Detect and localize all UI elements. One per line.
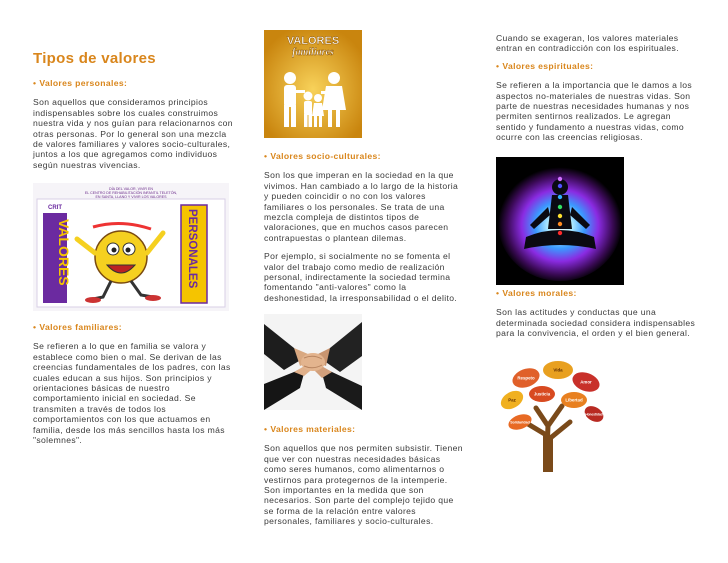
values-tree-image	[496, 356, 606, 472]
valores-familiares-image	[264, 30, 362, 138]
crit-logo: CRIT	[48, 205, 62, 211]
socio-culturales-paragraph-1: Son los que imperan en la sociedad en la que vivimos. Han cambiado a lo largo de la historia y pueden coincidir o no con los valores familiares o los personales. Se trata de una mezcla compleja de distintos tipos de valoraciones, que en muchos casos parecen contrapuestas o plantean dilemas.	[264, 170, 459, 243]
tree-word: Justicia	[533, 391, 551, 397]
section-heading-morales: • Valores morales:	[496, 288, 577, 298]
poster-caption-1: DÍA DEL VALOR, VIVIR EN	[109, 187, 153, 191]
united-hands-image	[264, 314, 362, 410]
bullet-icon: •	[496, 288, 500, 298]
bullet-icon: •	[33, 322, 37, 332]
personales-paragraph: Son aquellos que consideramos principios indispensables sobre los cuales construimos nuestra vida y nos guían para relacionarnos con otras personas. Por lo general son una mezcla de valores familiares y valores socio-culturales, juntos a los que agregamos como individuos según nuestras vivencias.	[33, 97, 233, 170]
section-heading-familiares: • Valores familiares:	[33, 322, 122, 332]
bullet-icon: •	[496, 60, 500, 71]
intro-paragraph: Cuando se exageran, los valores materiales entran en contradicción con los espirituales.	[496, 33, 679, 54]
espirituales-paragraph: Se refieren a la importancia que le damos a los aspectos no-materiales de nuestras vidas. Son parte de nuestras necesidades humanas y nos permiten sentirnos realizados. Le agregan sentido y fundamento a nuestras vidas, como ocurre con las creencias religiosas.	[496, 80, 693, 143]
bullet-icon: •	[264, 151, 268, 161]
section-heading-materiales: • Valores materiales:	[264, 424, 356, 434]
section-heading-personales: • Valores personales:	[33, 78, 128, 88]
morales-paragraph: Son las actitudes y conductas que una determinada sociedad considera indispensables para la convivencia, el orden y el bien general.	[496, 307, 696, 339]
page-title: Tipos de valores	[33, 50, 156, 67]
poster-right-text: PERSONALES	[186, 209, 198, 289]
column-right-bottom	[496, 288, 696, 347]
valores-personales-poster-image	[33, 183, 229, 311]
column-middle	[264, 151, 464, 311]
tree-word: Solidaridad	[510, 420, 530, 425]
materiales-paragraph: Son aquellos que nos permiten subsistir. Tienen que ver con nuestras necesidades básicas como seres humanos, como alimentarnos o vestirnos para protegernos de la intemperie. Son importantes en la medida que son necesarios. Son parte del complejo tejido que se forma de la relación entre valores personales, familiares y socio-culturales.	[264, 443, 463, 527]
bullet-icon: •	[264, 424, 268, 434]
meditation-chakras-image	[496, 157, 624, 285]
column-left	[33, 50, 233, 178]
poster-left-text: VALORES	[56, 219, 72, 286]
section-heading-socio-culturales: • Valores socio-culturales:	[264, 151, 381, 161]
column-right	[496, 33, 696, 151]
family-sign-line-1: VALORES	[286, 35, 340, 47]
poster-caption-3: EN SANTA, LLANO Y VIVIR LOS VALORES	[95, 195, 167, 199]
socio-culturales-paragraph-2: Por ejemplo, si socialmente no se fomenta el valor del trabajo como medio de realización personal, indirectamente la sociedad termina fomentando "anti-valores" como la deshonestidad, la irresponsabilidad o el delito.	[264, 251, 458, 303]
tree-word: Amor	[580, 379, 592, 385]
column-left-bottom	[33, 322, 233, 453]
family-sign-line-2: familiares	[292, 47, 334, 58]
tree-word: Vida	[553, 367, 563, 373]
familiares-paragraph: Se refieren a lo que en familia se valora y establece como bien o mal. Se derivan de las creencias fundamentales de los padres, con las cuales educan a sus hijos. Son principios y orientaciones básicas de nuestro comportamiento inicial en sociedad. Se transmiten a través de todos los comportamientos con los que actuamos en familia, desde los más sencillos hasta los más "solemnes".	[33, 341, 231, 446]
tree-word: Honestidad	[585, 412, 603, 417]
bullet-icon: •	[33, 78, 37, 88]
section-heading-espirituales: • Valores espirituales:	[496, 60, 594, 71]
tree-word: Libertad	[565, 397, 583, 403]
column-middle-bottom	[264, 424, 464, 535]
poster-caption-2: EL CENTRO DE REHABILITACIÓN INFANTIL TELETÓN,	[84, 191, 178, 195]
tree-word: Respeto	[517, 375, 535, 381]
tree-word: Paz	[508, 397, 516, 403]
